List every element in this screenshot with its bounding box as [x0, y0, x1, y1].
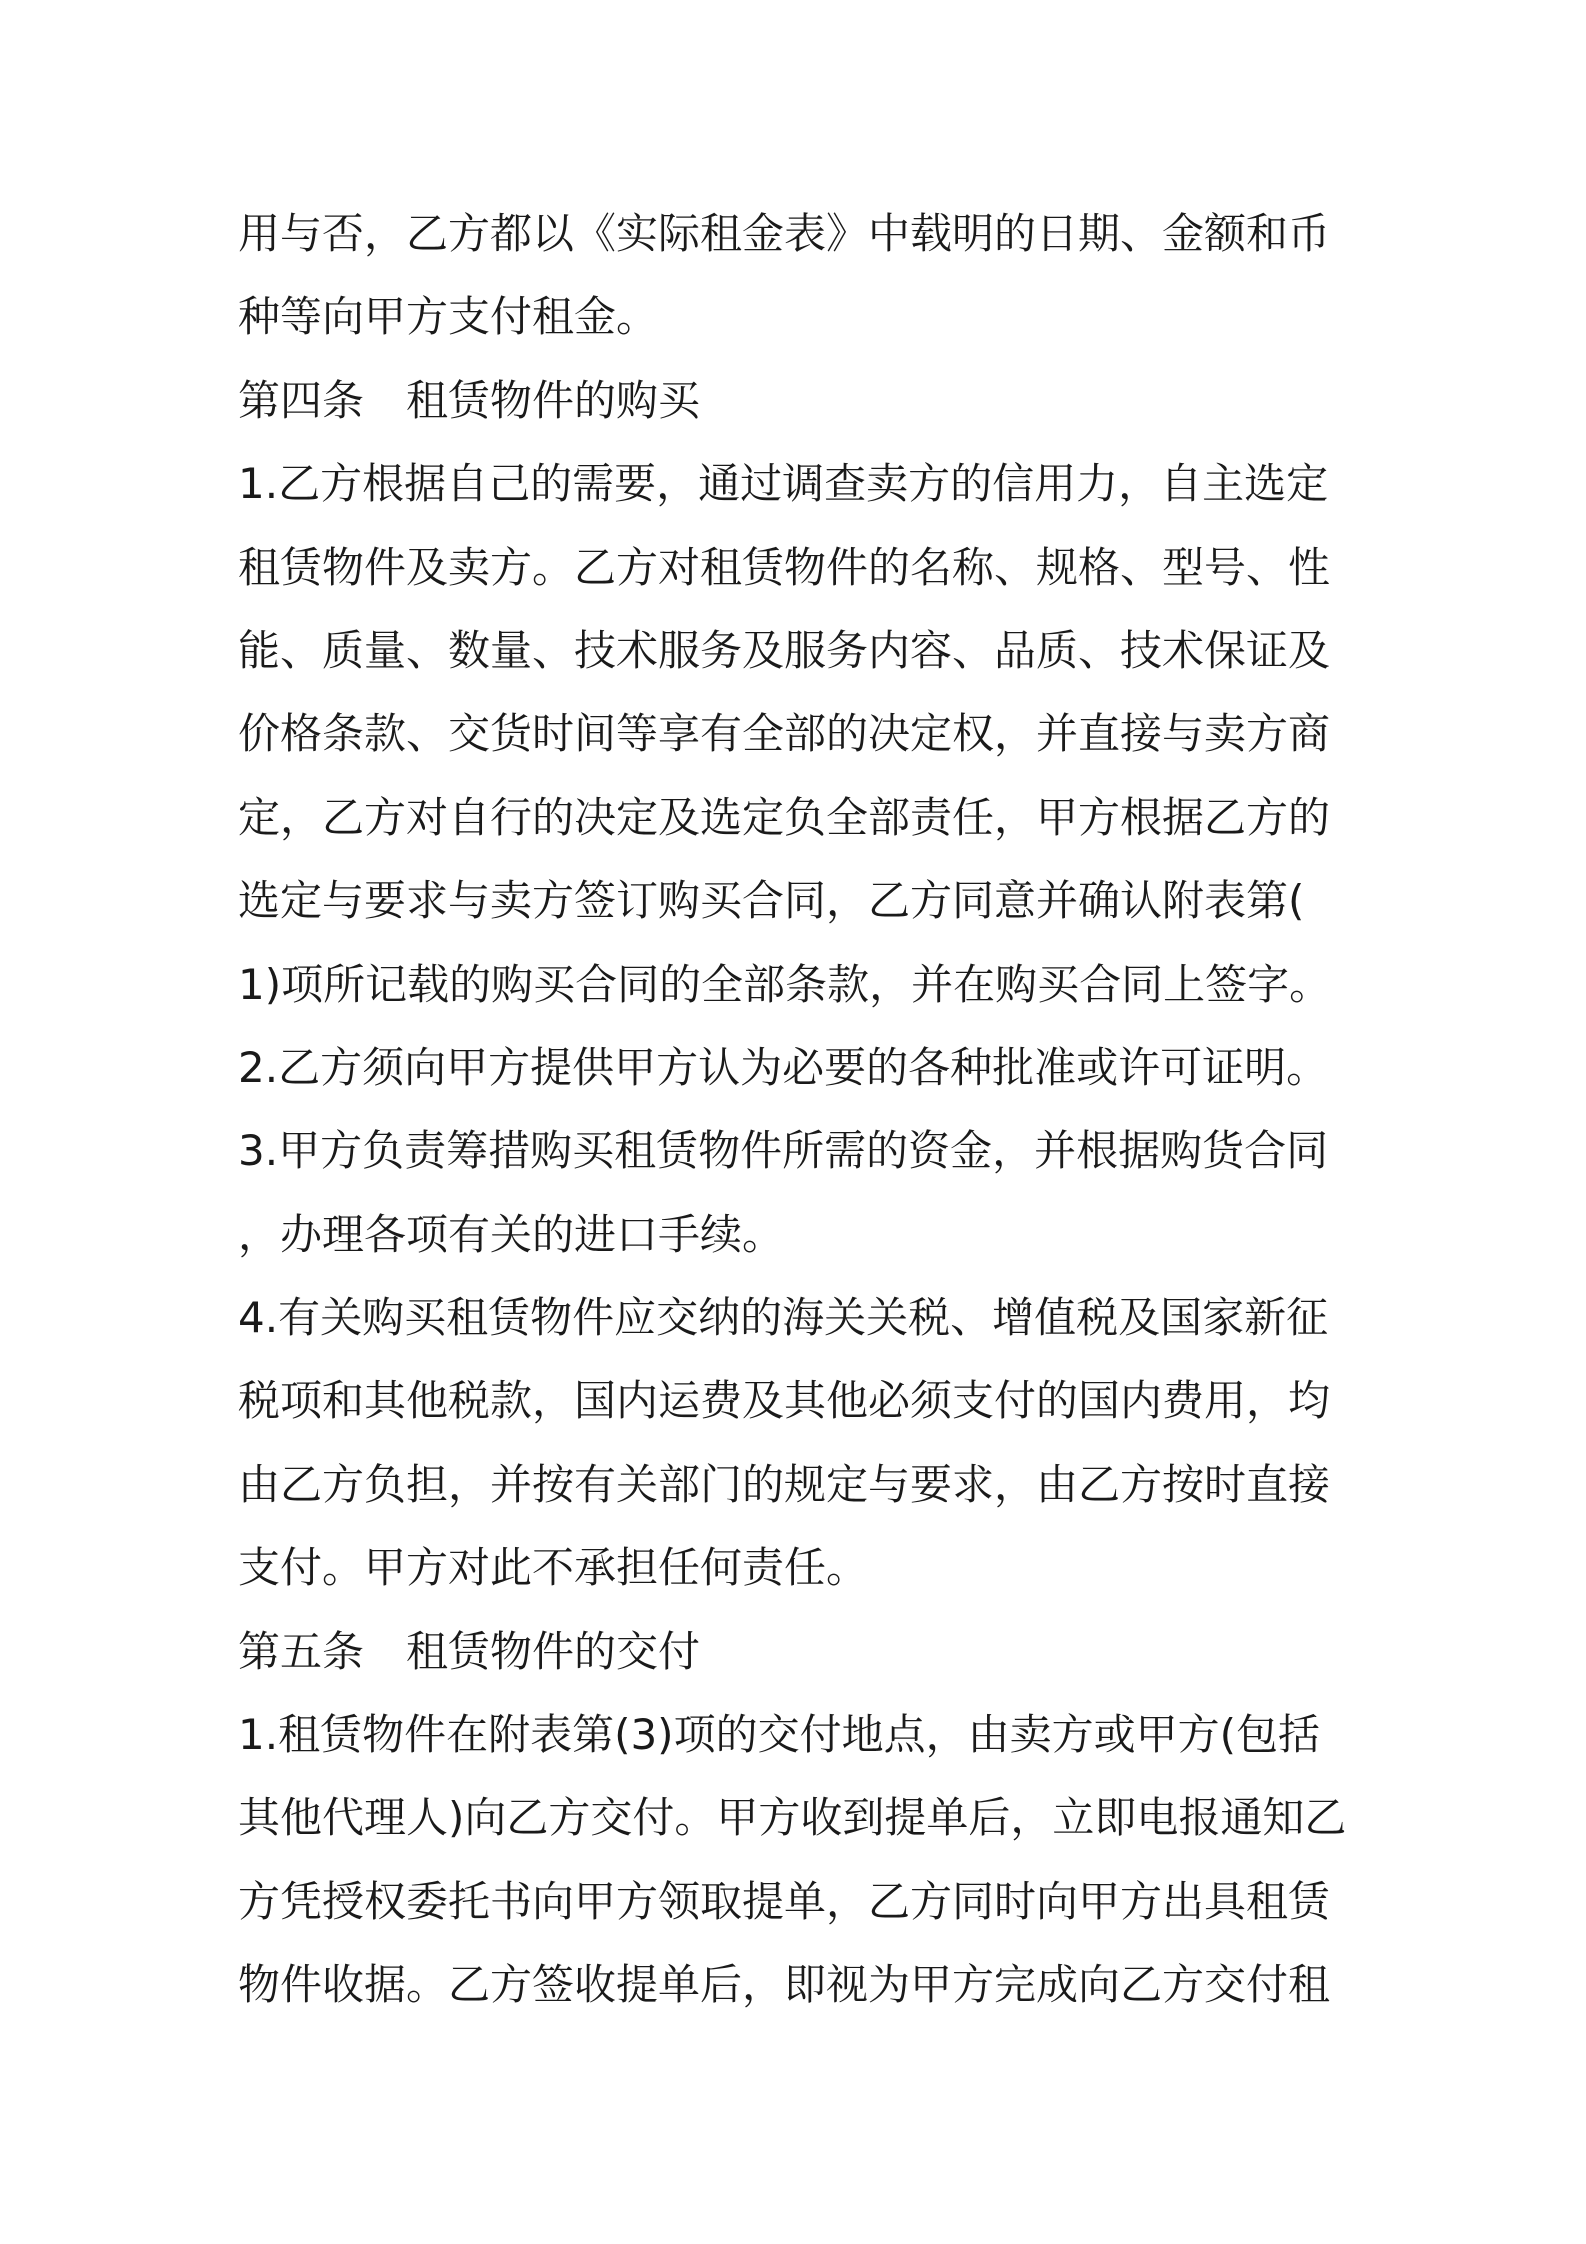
clause-text-line: 4.有关购买租赁物件应交纳的海关关税、增值税及国家新征 — [238, 1293, 1329, 1343]
document-body — [238, 192, 1358, 2027]
clause-text-line: 由乙方负担，并按有关部门的规定与要求，由乙方按时直接 — [238, 1459, 1331, 1509]
article-heading: 第四条 租赁物件的购买 — [238, 375, 701, 425]
clause-text-line: 价格条款、交货时间等享有全部的决定权，并直接与卖方商 — [238, 709, 1331, 759]
clause-text-line: ，办理各项有关的进口手续。 — [238, 1209, 785, 1259]
clause-text-line: 税项和其他税款，国内运费及其他必须支付的国内费用，均 — [238, 1376, 1331, 1426]
clause-text-line: 方凭授权委托书向甲方领取提单，乙方同时向甲方出具租赁 — [238, 1876, 1331, 1926]
clause-text-line: 1.租赁物件在附表第(3)项的交付地点，由卖方或甲方(包括 — [238, 1710, 1320, 1760]
clause-text-line: 支付。甲方对此不承担任何责任。 — [238, 1543, 869, 1593]
clause-text-line: 其他代理人)向乙方交付。甲方收到提单后，立即电报通知乙 — [238, 1793, 1347, 1843]
clause-text-line: 1)项所记载的购买合同的全部条款，并在购买合同上签字。 — [238, 959, 1332, 1009]
clause-text-line: 物件收据。乙方签收提单后，即视为甲方完成向乙方交付租 — [238, 1960, 1331, 2010]
clause-text-line: 3.甲方负责筹措购买租赁物件所需的资金，并根据购货合同 — [238, 1126, 1329, 1176]
clause-text-line: 2.乙方须向甲方提供甲方认为必要的各种批准或许可证明。 — [238, 1042, 1329, 1092]
clause-text-line: 能、质量、数量、技术服务及服务内容、品质、技术保证及 — [238, 625, 1331, 675]
article-heading: 第五条 租赁物件的交付 — [238, 1626, 701, 1676]
clause-text-line: 选定与要求与卖方签订购买合同，乙方同意并确认附表第( — [238, 876, 1305, 926]
clause-text-line: 1.乙方根据自己的需要，通过调查卖方的信用力，自主选定 — [238, 459, 1329, 509]
body-text-line: 用与否，乙方都以《实际租金表》中载明的日期、金额和币 — [238, 209, 1331, 258]
clause-text-line: 租赁物件及卖方。乙方对租赁物件的名称、规格、型号、性 — [238, 542, 1331, 592]
clause-text-line: 定，乙方对自行的决定及选定负全部责任，甲方根据乙方的 — [238, 792, 1331, 842]
body-text-line: 种等向甲方支付租金。 — [238, 292, 659, 342]
